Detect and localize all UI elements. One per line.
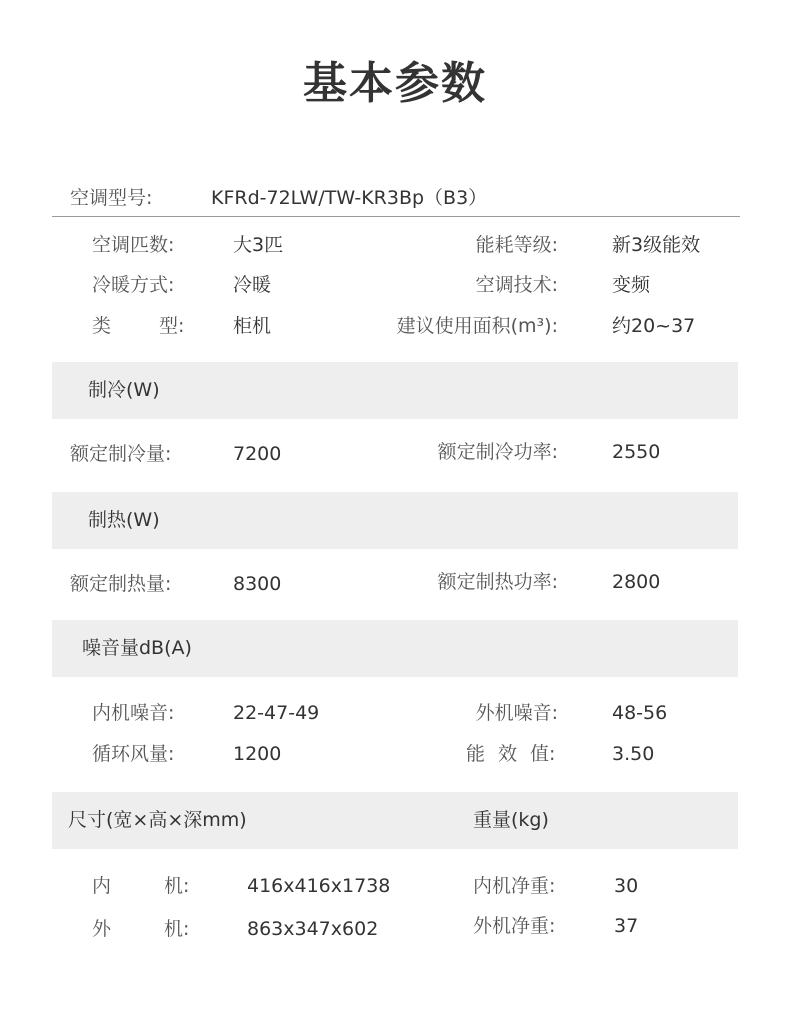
outdoor-dims-value: 863x347x602	[247, 918, 379, 940]
heating-capacity-label: 额定制热量:	[70, 573, 172, 595]
page-title: 基本参数	[303, 58, 487, 109]
area-value: 约20~37	[612, 315, 696, 337]
heating-header-band	[52, 492, 738, 549]
cooling-capacity-label: 额定制冷量:	[70, 443, 172, 465]
tech-label: 空调技术:	[475, 274, 558, 296]
efficiency-label-c: 值:	[530, 743, 556, 765]
airflow-value: 1200	[233, 743, 282, 765]
heating-power-value: 2800	[612, 571, 661, 593]
heating-capacity-value: 8300	[233, 573, 282, 595]
cooling-power-value: 2550	[612, 441, 661, 463]
outdoor-weight-value: 37	[614, 915, 639, 937]
indoor-noise-label: 内机噪音:	[92, 702, 175, 724]
outdoor-weight-label: 外机净重:	[473, 915, 556, 937]
cooling-header-band	[52, 362, 738, 419]
type-value: 柜机	[233, 315, 272, 337]
type-label-a: 类	[92, 315, 112, 337]
energy-label: 能耗等级:	[475, 234, 558, 256]
mode-value: 冷暖	[233, 274, 272, 296]
indoor-noise-value: 22-47-49	[233, 702, 320, 724]
noise-header-band	[52, 620, 738, 677]
cooling-header: 制冷(W)	[88, 379, 160, 401]
outdoor-unit-label-a: 外	[92, 918, 112, 940]
model-value: KFRd-72LW/TW-KR3Bp（B3）	[211, 187, 488, 209]
divider	[52, 216, 740, 217]
indoor-dims-value: 416x416x1738	[247, 875, 391, 897]
efficiency-value: 3.50	[612, 743, 655, 765]
cooling-power-label: 额定制冷功率:	[437, 441, 558, 463]
efficiency-label-b: 效	[498, 743, 518, 765]
indoor-weight-value: 30	[614, 875, 639, 897]
heating-header: 制热(W)	[88, 509, 160, 531]
outdoor-unit-label-b: 机:	[164, 918, 190, 940]
noise-header: 噪音量dB(A)	[82, 637, 192, 659]
weight-header: 重量(kg)	[473, 809, 549, 831]
type-label-b: 型:	[159, 315, 185, 337]
tech-value: 变频	[612, 274, 651, 296]
indoor-unit-label-a: 内	[92, 875, 112, 897]
outdoor-noise-value: 48-56	[612, 702, 668, 724]
capacity-label: 空调匹数:	[92, 234, 175, 256]
area-label: 建议使用面积(m³):	[396, 315, 558, 337]
heating-power-label: 额定制热功率:	[437, 571, 558, 593]
indoor-unit-label-b: 机:	[164, 875, 190, 897]
outdoor-noise-label: 外机噪音:	[475, 702, 558, 724]
capacity-value: 大3匹	[233, 234, 284, 256]
indoor-weight-label: 内机净重:	[473, 875, 556, 897]
energy-value: 新3级能效	[612, 234, 701, 256]
model-label: 空调型号:	[70, 187, 153, 209]
mode-label: 冷暖方式:	[92, 274, 175, 296]
efficiency-label-a: 能	[466, 743, 486, 765]
dims-header: 尺寸(宽×高×深mm)	[68, 809, 247, 831]
airflow-label: 循环风量:	[92, 743, 175, 765]
cooling-capacity-value: 7200	[233, 443, 282, 465]
dims-header-band	[52, 792, 738, 849]
